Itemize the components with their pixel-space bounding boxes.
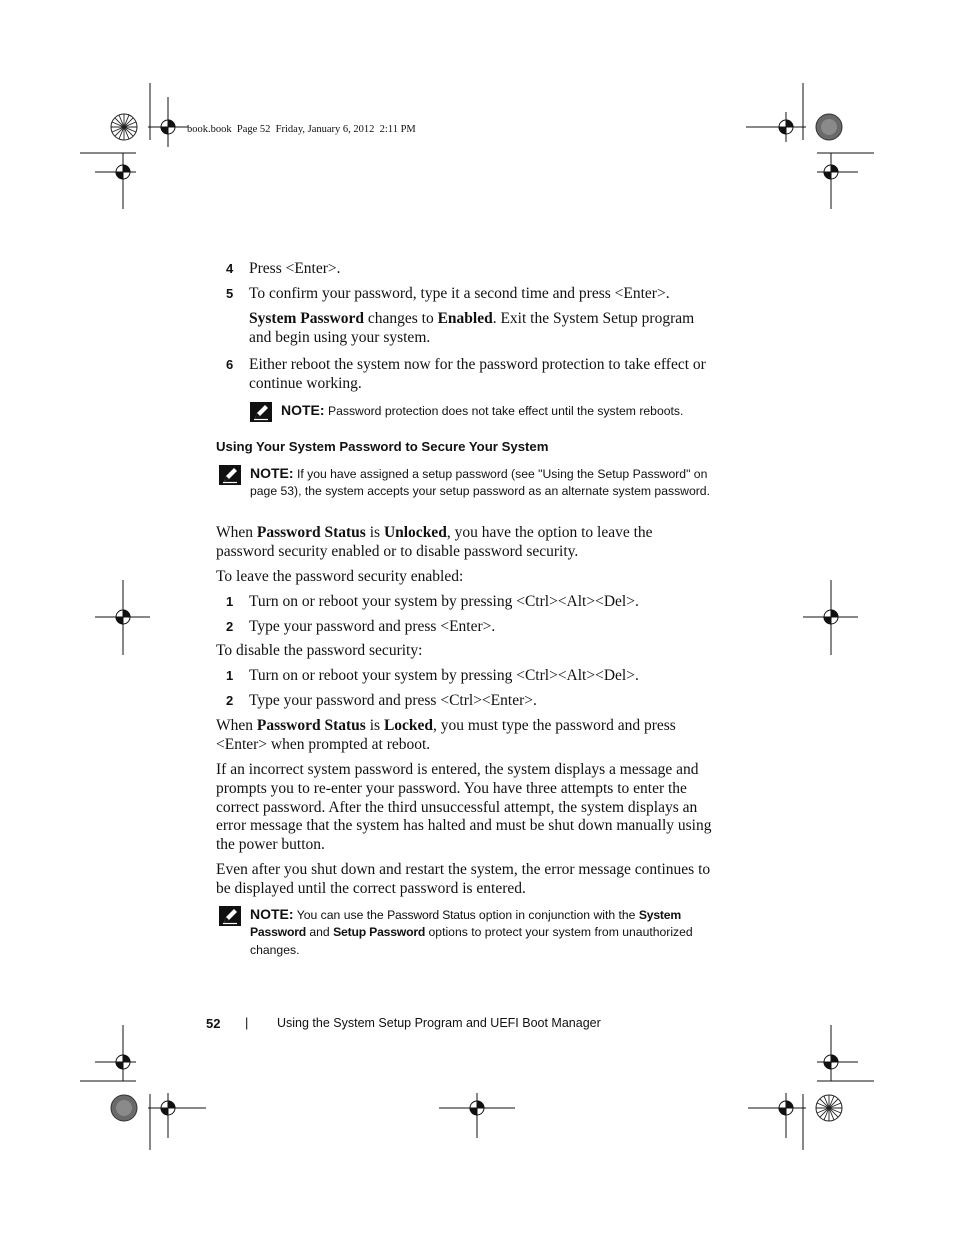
step-text: Type your password and press <Enter>. — [249, 618, 496, 635]
step-number: 5 — [226, 286, 234, 301]
step-text: Press <Enter>. — [249, 260, 341, 277]
step-number: 2 — [226, 619, 234, 634]
chapter-title: Using the System Setup Program and UEFI Boot Manager — [277, 1016, 601, 1030]
step-text: To confirm your password, type it a second time and press <Enter>. — [249, 285, 670, 302]
step-text: Turn on or reboot your system by pressing <Ctrl><Alt><Del>. — [249, 667, 639, 684]
footer-separator: | — [245, 1015, 249, 1030]
page-number: 52 — [206, 1016, 221, 1031]
step-number: 6 — [226, 357, 234, 372]
step-number: 1 — [226, 668, 234, 683]
file-info-header: book.book Page 52 Friday, January 6, 2012 2:11 PM — [187, 124, 416, 135]
step-number: 2 — [226, 693, 234, 708]
leave-intro: To leave the password security enabled: — [216, 568, 464, 585]
step5-detail: System Password changes to Enabled. Exit the System Setup program and begin using your system. — [249, 310, 695, 346]
step-number: 1 — [226, 594, 234, 609]
disable-intro: To disable the password security: — [216, 642, 423, 659]
step-number: 4 — [226, 261, 234, 276]
note-pencil-icon — [219, 465, 241, 485]
section-heading: Using Your System Password to Secure Your System — [216, 439, 549, 454]
step-text: Either reboot the system now for the password protection to take effect or continue working. — [249, 356, 706, 392]
paragraph-incorrect-password: If an incorrect system password is entered, the system displays a message and prompts you to re-enter your password. You have three attempts to enter the correct password. After the third unsuccessful attempt, the system displays an error message that the system has halted and must be shut down manually using the power button. — [216, 761, 712, 854]
note-box: NOTE: Password protection does not take effect until the system reboots. — [281, 402, 684, 418]
paragraph-unlocked: When Password Status is Unlocked, you have the option to leave the password security enabled or to disable password security. — [216, 524, 653, 560]
note-box: NOTE: If you have assigned a setup password (see "Using the Setup Password" on page 53), the system accepts your setup password as an alternate system password. — [250, 465, 710, 499]
note-box: NOTE: You can use the Password Status option in conjunction with the System Password and Setup Password options to protect your system from unauthorized changes. — [250, 906, 693, 957]
step-text: Turn on or reboot your system by pressing <Ctrl><Alt><Del>. — [249, 593, 639, 610]
step-text: Type your password and press <Ctrl><Enter>. — [249, 692, 537, 709]
note-pencil-icon — [250, 402, 272, 422]
paragraph-locked: When Password Status is Locked, you must type the password and press <Enter> when prompted at reboot. — [216, 717, 676, 753]
paragraph-restart: Even after you shut down and restart the system, the error message continues to be displayed until the correct password is entered. — [216, 861, 711, 897]
note-pencil-icon — [219, 906, 241, 926]
